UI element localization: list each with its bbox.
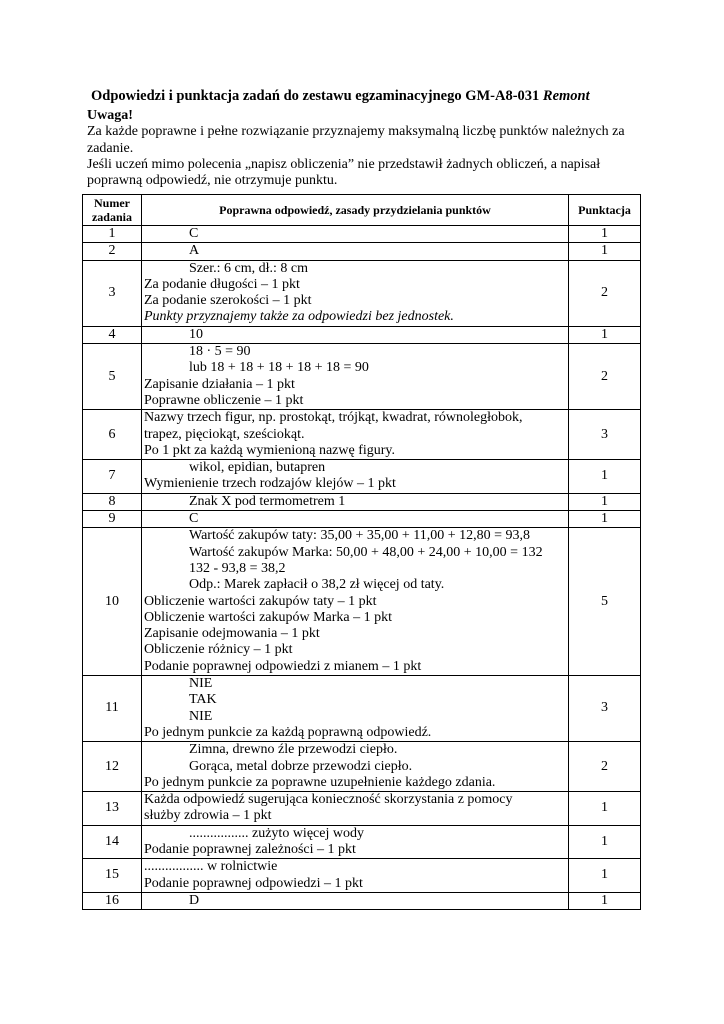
task-number: 15	[83, 859, 142, 893]
answer-line: Gorąca, metal dobrze przewodzi ciepło.	[189, 758, 413, 774]
note-line-2: Jeśli uczeń mimo polecenia „napisz obliczenia” nie przedstawił żadnych obliczeń, a napisał poprawną odpowiedź, nie otrzymuje punktu.	[87, 156, 601, 189]
task-number: 14	[83, 825, 142, 859]
answer-line: Podanie poprawnej odpowiedzi z mianem – 1 pkt	[144, 658, 422, 674]
task-number: 2	[83, 243, 142, 260]
answer-line: 132 - 93,8 = 38,2	[189, 560, 286, 576]
answer-line: Poprawne obliczenie – 1 pkt	[144, 392, 304, 408]
answer-line: Znak X pod termometrem 1	[189, 493, 346, 509]
answer-key-table	[82, 194, 641, 910]
answer-line: Każda odpowiedź sugerująca konieczność skorzystania z pomocy	[144, 792, 513, 808]
answer-cell	[142, 676, 569, 742]
answer-cell	[142, 528, 569, 676]
points-cell: 2	[569, 742, 641, 792]
answer-line: Za podanie szerokości – 1 pkt	[144, 293, 312, 309]
task-number: 16	[83, 892, 142, 909]
answer-cell	[142, 742, 569, 792]
answer-cell	[142, 825, 569, 859]
document-title	[91, 88, 590, 105]
answer-line: ................. w rolnictwie	[144, 859, 278, 875]
points-cell: 1	[569, 892, 641, 909]
table-row	[83, 493, 641, 510]
points-cell: 1	[569, 460, 641, 494]
header-number	[83, 195, 142, 226]
table-row	[83, 792, 641, 826]
table-row	[83, 344, 641, 410]
table-row	[83, 226, 641, 243]
answer-line: Obliczenie różnicy – 1 pkt	[144, 642, 293, 658]
answer-line: NIE	[189, 708, 213, 724]
answer-line: wikol, epidian, butapren	[189, 460, 326, 476]
answer-line: Nazwy trzech figur, np. prostokąt, trójkąt, kwadrat, równoległobok,	[144, 410, 523, 426]
points-cell: 5	[569, 528, 641, 676]
answer-line: Wartość zakupów Marka: 50,00 + 48,00 + 24,00 + 10,00 = 132	[189, 544, 543, 560]
task-number: 6	[83, 410, 142, 460]
answer-line: Zapisanie odejmowania – 1 pkt	[144, 626, 320, 642]
answer-line: 18 · 5 = 90	[189, 344, 251, 360]
answer-cell	[142, 260, 569, 326]
answer-line: Obliczenie wartości zakupów Marka – 1 pkt	[144, 609, 393, 625]
answer-line: A	[189, 243, 200, 259]
task-number: 9	[83, 511, 142, 528]
answer-line: trapez, pięciokąt, sześciokąt.	[144, 426, 305, 442]
points-cell: 1	[569, 825, 641, 859]
answer-line: Punkty przyznajemy także za odpowiedzi bez jednostek.	[144, 309, 454, 325]
task-number: 7	[83, 460, 142, 494]
header-number-line2: zadania	[91, 210, 132, 224]
points-cell: 1	[569, 859, 641, 893]
answer-line: TAK	[189, 692, 217, 708]
title-italic: Remont	[542, 88, 590, 104]
answer-cell	[142, 493, 569, 510]
note-line-1: Za każde poprawne i pełne rozwiązanie przyznajemy maksymalną liczbę punktów należnych za zadanie.	[87, 124, 625, 156]
answer-cell	[142, 226, 569, 243]
answer-cell	[142, 892, 569, 909]
answer-line: Odp.: Marek zapłacił o 38,2 zł więcej od taty.	[189, 577, 445, 593]
task-number: 3	[83, 260, 142, 326]
task-number: 4	[83, 326, 142, 343]
answer-cell	[142, 511, 569, 528]
task-number: 13	[83, 792, 142, 826]
table-row	[83, 511, 641, 528]
table-row	[83, 859, 641, 893]
points-cell: 1	[569, 511, 641, 528]
notes	[87, 108, 647, 189]
answer-line: służby zdrowia – 1 pkt	[144, 808, 272, 824]
answer-line: Po jednym punkcie za każdą poprawną odpowiedź.	[144, 724, 432, 740]
points-cell: 1	[569, 493, 641, 510]
table-row	[83, 892, 641, 909]
header-answer: Poprawna odpowiedź, zasady przydzielania punktów	[142, 195, 569, 226]
table-body	[83, 226, 641, 910]
answer-line: Zimna, drewno źle przewodzi ciepło.	[189, 742, 398, 758]
task-number: 10	[83, 528, 142, 676]
table-row	[83, 460, 641, 494]
answer-cell	[142, 792, 569, 826]
answer-line: Za podanie długości – 1 pkt	[144, 276, 300, 292]
table-row	[83, 326, 641, 343]
task-number: 5	[83, 344, 142, 410]
answer-line: Wartość zakupów taty: 35,00 + 35,00 + 11,00 + 12,80 = 93,8	[189, 528, 531, 544]
table-row	[83, 742, 641, 792]
answer-line: C	[189, 511, 199, 527]
task-number: 12	[83, 742, 142, 792]
header-number-line1: Numer	[94, 196, 130, 210]
title-main: Odpowiedzi i punktacja zadań do zestawu egzaminacyjnego GM-A8-031	[91, 88, 540, 104]
table-header-row	[83, 195, 641, 226]
answer-line: ................. zużyto więcej wody	[189, 825, 364, 841]
table-row	[83, 410, 641, 460]
answer-line: Podanie poprawnej odpowiedzi – 1 pkt	[144, 875, 363, 891]
answer-cell	[142, 326, 569, 343]
answer-cell	[142, 344, 569, 410]
answer-line: Po jednym punkcie za poprawne uzupełnienie każdego zdania.	[144, 774, 496, 790]
answer-line: Szer.: 6 cm, dł.: 8 cm	[189, 260, 308, 276]
table-row	[83, 243, 641, 260]
points-cell: 3	[569, 676, 641, 742]
answer-line: Po 1 pkt za każdą wymienioną nazwę figury.	[144, 442, 396, 458]
points-cell: 1	[569, 243, 641, 260]
task-number: 8	[83, 493, 142, 510]
answer-line: Wymienienie trzech rodzajów klejów – 1 pkt	[144, 476, 396, 492]
task-number: 1	[83, 226, 142, 243]
points-cell: 2	[569, 344, 641, 410]
answer-cell	[142, 460, 569, 494]
answer-line: 10	[189, 326, 203, 342]
task-number: 11	[83, 676, 142, 742]
points-cell: 3	[569, 410, 641, 460]
points-cell: 2	[569, 260, 641, 326]
answer-line: Obliczenie wartości zakupów taty – 1 pkt	[144, 593, 377, 609]
warning-label: Uwaga!	[87, 108, 133, 123]
answer-line: C	[189, 226, 199, 241]
answer-cell	[142, 859, 569, 893]
answer-line: Podanie poprawnej zależności – 1 pkt	[144, 841, 356, 857]
points-cell: 1	[569, 326, 641, 343]
table-row	[83, 676, 641, 742]
header-points: Punktacja	[569, 195, 641, 226]
table-row	[83, 260, 641, 326]
points-cell: 1	[569, 226, 641, 243]
answer-cell	[142, 410, 569, 460]
answer-line: NIE	[189, 676, 213, 692]
answer-line: lub 18 + 18 + 18 + 18 + 18 = 90	[189, 360, 369, 376]
answer-line: D	[189, 892, 200, 908]
table-row	[83, 528, 641, 676]
answer-line: Zapisanie działania – 1 pkt	[144, 376, 295, 392]
points-cell: 1	[569, 792, 641, 826]
answer-cell	[142, 243, 569, 260]
table-row	[83, 825, 641, 859]
